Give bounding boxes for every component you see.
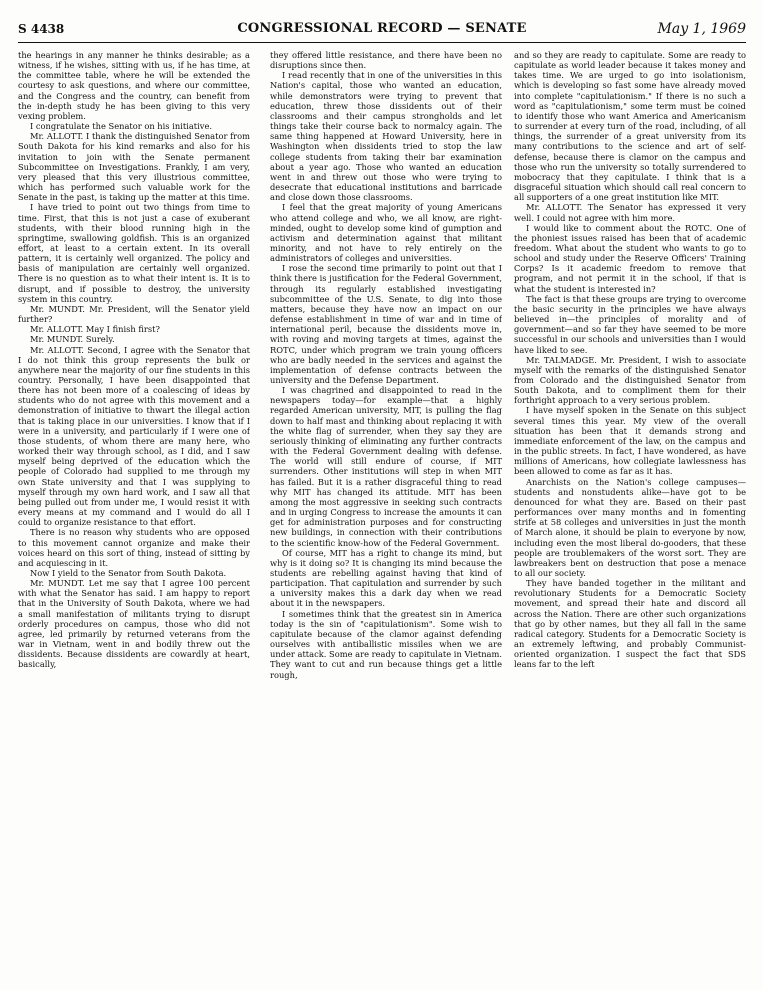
paragraph: Mr. MUNDT. Surely. (30, 334, 115, 345)
paragraph: Mr. MUNDT. Mr. President, will the Senator yield further? (18, 303, 250, 325)
paragraph: I congratulate the Senator on his initiative. (30, 121, 213, 132)
paragraph: Mr. TALMADGE. Mr. President, I wish to associate myself with the remarks of the distinguished Senator from Colorado and the distinguished Senator from South Dakota, and to compliment them for their forthright approach to a very serious problem. (514, 354, 746, 406)
issue-date: May 1, 1969 (657, 21, 746, 37)
paragraph: I was chagrined and disappointed to read in the newspapers today—for example—that a highly regarded American university, MIT, is pulling the flag down to half mast and thinking about replacing it with the white flag of surrender, when they say they are seriously thinking of eliminating any further contracts with the Federal Government dealing with defense. The world will still endure of course, if MIT surrenders. Other institutions will step in when MIT has failed. But it is a rather disgraceful thing to read why MIT has changed its attitude. MIT has been among the most aggressive in seeking such contracts and in urging Congress to increase the amounts it can get for administration purposes and for constructing new buildings, in connection with their contributions to the scientific know-how of the Federal Government. (270, 385, 502, 548)
paragraph: They have banded together in the militant and revolutionary Students for a Democratic Society movement, and spread their hate and discord all across the Nation. There are other such organizations that go by other names, but they all fall in the same radical category. Students for a Democratic Society is an extremely leftwing, and probably Communist-oriented organization. I suspect the fact that SDS leans far to the left (514, 578, 746, 670)
paragraph: I have myself spoken in the Senate on this subject several times this year. My view of the overall situation has been that it demands strong and immediate enforcement of the law, on the campus and in the public streets. In fact, I have wondered, as have millions of Americans, how collegiate lawlessness has been allowed to come as far as it has. (514, 405, 746, 477)
page-header (18, 20, 746, 43)
paragraph: Mr. ALLOTT. I thank the distinguished Senator from South Dakota for his kind remarks and also for his invitation to join with the Senate permanent Subcommittee on Investigations. Frankly, I am very, very pleased that this very illustrious committee, which has performed such valuable work for the Senate in the past, is taking up the matter at this time. (18, 131, 250, 203)
paragraph: I sometimes think that the greatest sin in America today is the sin of "capitulationism". Some wish to capitulate because of the clamor against defending ourselves with antiballistic missiles when we are under attack. Some are ready to capitulate in Vietnam. They want to cut and run because things get a little rough, (270, 608, 502, 680)
paragraph: The fact is that these groups are trying to overcome the basic security in the principles we have always believed in—the principles of morality and of government—and so far they have seemed to be more successful in our schools and universities than I would have liked to see. (514, 293, 746, 355)
text-column-1 (18, 50, 250, 982)
paragraph: There is no reason why students who are opposed to this movement cannot organize and make their voices heard on this sort of thing, instead of sitting by and acquiescing in it. (18, 527, 250, 568)
paragraph: I feel that the great majority of young Americans who attend college and who, we all know, are right-minded, ought to develop some kind of gumption and activism and determination against that militant minority, and not have to rely entirely on the administrators of colleges and universities. (270, 202, 502, 264)
paragraph: Now I yield to the Senator from South Dakota. (30, 567, 227, 578)
paragraph: Mr. ALLOTT. The Senator has expressed it very well. I could not agree with him more. (514, 202, 746, 223)
paragraph: Anarchists on the Nation's college campuses—students and nonstudents alike—have got to be denounced for what they are. Based on their past performances over many months and in fomenting strife at 58 colleges and universities in just the month of March alone, it should be plain to everyone by now, including even the most liberal do-gooders, that these people are troublemakers of the worst sort. They are lawbreakers bent on destruction that pose a menace to all our society. (514, 476, 746, 578)
paragraph: the hearings in any manner he thinks desirable; as a witness, if he wishes, sitting with us, if he has time, at the committee table, where he will be extended the courtesy to ask questions, and where our committee, and the Congress and the country, can benefit from the in-depth study he has been giving to this very vexing problem. (18, 50, 250, 121)
paragraph: I would like to comment about the ROTC. One of the phoniest issues raised has been that of academic freedom. What about the student who wants to go to school and study under the Reserve Officers' Training Corps? Is it academic freedom to remove that program, and not permit it in the school, if that is what the student is interested in? (514, 222, 746, 294)
paragraph: I have tried to point out two things from time to time. First, that this is not just a case of exuberant students, with their blood running high in the springtime, swallowing goldfish. This is an organized effort, at least to a certain extent. In its overall pattern, it is certainly well organized. The policy and basis of manipulation are certainly well organized. There is no question as to what their intent is. It is to disrupt, and if possible to destroy, the university system in this country. (18, 202, 250, 304)
masthead-title: CONGRESSIONAL RECORD — SENATE (237, 21, 527, 36)
text-column-2 (270, 50, 502, 982)
paragraph: they offered little resistance, and there have been no disruptions since then. (270, 50, 502, 71)
paragraph: Mr. MUNDT. Let me say that I agree 100 percent with what the Senator has said. I am happy to report that in the University of South Dakota, where we had a small manifestation of militants trying to disrupt orderly procedures on campus, those who did not agree, led primarily by returned veterans from the war in Vietnam, went in and bodily threw out the dissidents. Because dissidents are cowardly at heart, basically, (18, 578, 250, 670)
paragraph: Of course, MIT has a right to change its mind, but why is it doing so? It is changing its mind because the students are rebelling against having that kind of participation. That capitulation and surrender by such a university makes this a dark day when we read about it in the newspapers. (270, 547, 502, 609)
paragraph: Mr. ALLOTT. Second, I agree with the Senator that I do not think this group represents the bulk or anywhere near the majority of our fine students in this country. Personally, I have been disappointed that there has not been more of a coalescing of ideas by students who do not agree with this movement and a demonstration of initiative to thwart the illegal action that is taking place in our universities. I know that if I were in a university, and particularly if I were one of those students, of whom there are many here, who worked their way through school, as I did, and I saw myself being deprived of the education which the people of Colorado had supplied to me through my own State university and that I was supplying to myself through my own hard work, and I saw all that being pulled out from under me, I would resist it with every means at my command and I would do all I could to organize resistance to that effort. (18, 344, 250, 528)
paragraph: Mr. ALLOTT. May I finish first? (30, 324, 160, 335)
text-column-3 (514, 50, 746, 982)
paragraph: I read recently that in one of the universities in this Nation's capital, those who wanted an education, while demonstrators were trying to prevent that education, threw those dissidents out of their classrooms and their campus strongholds and let things take their course back to normalcy again. The same thing happened at Howard University, here in Washington when dissidents tried to stop the law college students from taking their bar examination about a year ago. Those who wanted an education went in and threw out those who were trying to desecrate that educational institutions and barricade and close down those classrooms. (270, 70, 502, 203)
paragraph: I rose the second time primarily to point out that I think there is justification for the Federal Government, through its regularly established investigating subcommittee of the U.S. Senate, to dig into those matters, because they have now an impact on our defense establishment in time of war and in time of international peril, because the dissidents move in, with roving and moving targets at times, against the ROTC, under which program we train young officers who are badly needed in the services and against the implementation of defense contracts between the university and the Defense Department. (270, 263, 502, 385)
paragraph: and so they are ready to capitulate. Some are ready to capitulate as world leader because it takes money and takes time. We are urged to go into isolationism, which is developing so fast some have already moved into complete "capitulationism." If there is no such a word as "capitulationism," some term must be coined to identify those who want America and Americanism to surrender at every turn of the road, including, of all things, the surrender of a great university from its many contributions to the science and art of self-defense, because there is clamor on the campus and those who run the university so totally surrendered to mobocracy that they capitulate. I think that is a disgraceful situation which should call real concern to all supporters of a one great institution like MIT. (514, 50, 746, 203)
page-number: S 4438 (18, 22, 65, 36)
